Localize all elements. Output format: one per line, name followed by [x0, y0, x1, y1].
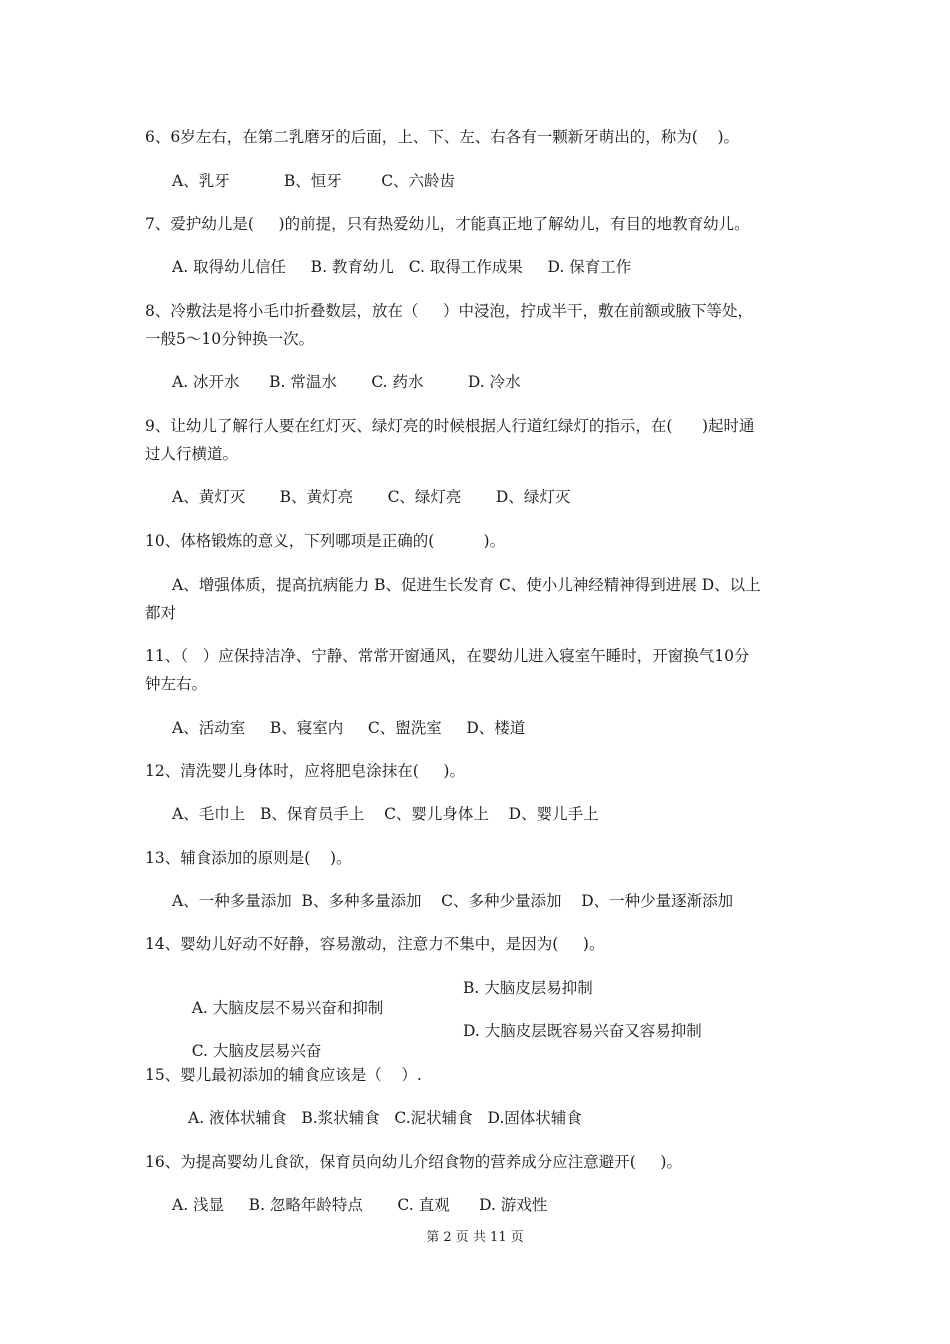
question-11-stem-line1: 11、（ ）应保持洁净、宁静、常常开窗通风，在婴幼儿进入寝室午睡时，开窗换气10分 [145, 647, 750, 665]
question-9-options: A、黄灯灭 B、黄灯亮 C、绿灯亮 D、绿灯灭 [172, 488, 571, 506]
question-10-options-line2: 都对 [145, 604, 177, 622]
question-9-stem-line1: 9、让幼儿了解行人要在红灯灭、绿灯亮的时候根据人行道红绿灯的指示，在( )起时通 [145, 417, 755, 435]
question-11-stem-line2: 钟左右。 [145, 675, 208, 693]
question-16-options: A. 浅显 B. 忽略年龄特点 C. 直观 D. 游戏性 [172, 1196, 548, 1214]
question-15-stem: 15、婴儿最初添加的辅食应该是（ ）. [145, 1066, 422, 1084]
question-14-options-row2 [0, 1021, 950, 1101]
question-14-option-d: D. 大脑皮层既容易兴奋又容易抑制 [463, 1022, 702, 1040]
question-7-options: A. 取得幼儿信任 B. 教育幼儿 C. 取得工作成果 D. 保育工作 [172, 258, 632, 276]
question-15-options: A. 液体状辅食 B.浆状辅食 C.泥状辅食 D.固体状辅食 [188, 1109, 582, 1127]
question-6-stem: 6、6岁左右，在第二乳磨牙的后面，上、下、左、右各有一颗新牙萌出的，称为( )。 [145, 128, 740, 146]
question-13-stem: 13、辅食添加的原则是( )。 [145, 849, 352, 867]
question-6-options: A、乳牙 B、恒牙 C、六龄齿 [172, 172, 456, 190]
question-8-stem-line2: 一般5～10分钟换一次。 [145, 330, 315, 348]
question-13-options: A、一种多量添加 B、多种多量添加 C、多种少量添加 D、一种少量逐渐添加 [172, 892, 734, 910]
question-10-options-line1: A、增强体质，提高抗病能力 B、促进生长发育 C、使小儿神经精神得到进展 D、以上 [172, 576, 761, 594]
question-14-option-b: B. 大脑皮层易抑制 [463, 979, 593, 997]
question-16-stem: 16、为提高婴幼儿食欲，保育员向幼儿介绍食物的营养成分应注意避开( )。 [145, 1153, 682, 1171]
question-14-option-a: A. 大脑皮层不易兴奋和抑制 [191, 999, 384, 1017]
question-14-option-c: C. 大脑皮层易兴奋 [191, 1042, 322, 1060]
question-12-options: A、毛巾上 B、保育员手上 C、婴儿身体上 D、婴儿手上 [172, 805, 599, 823]
question-12-stem: 12、清洗婴儿身体时，应将肥皂涂抹在( )。 [145, 762, 465, 780]
question-11-options: A、活动室 B、寝室内 C、盥洗室 D、楼道 [172, 719, 526, 737]
question-10-stem: 10、体格锻炼的意义，下列哪项是正确的( )。 [145, 532, 506, 550]
question-9-stem-line2: 过人行横道。 [145, 445, 239, 463]
question-8-stem-line1: 8、冷敷法是将小毛巾折叠数层，放在（ ）中浸泡，拧成半干，敷在前额或腋下等处， [145, 302, 753, 320]
question-14-stem: 14、婴幼儿好动不好静，容易激动，注意力不集中，是因为( )。 [145, 935, 605, 953]
question-8-options: A. 冰开水 B. 常温水 C. 药水 D. 冷水 [172, 373, 521, 391]
page-footer: 第 2 页 共 11 页 [426, 1230, 524, 1245]
question-7-stem: 7、爱护幼儿是( )的前提，只有热爱幼儿，才能真正地了解幼儿，有目的地教育幼儿。 [145, 215, 750, 233]
